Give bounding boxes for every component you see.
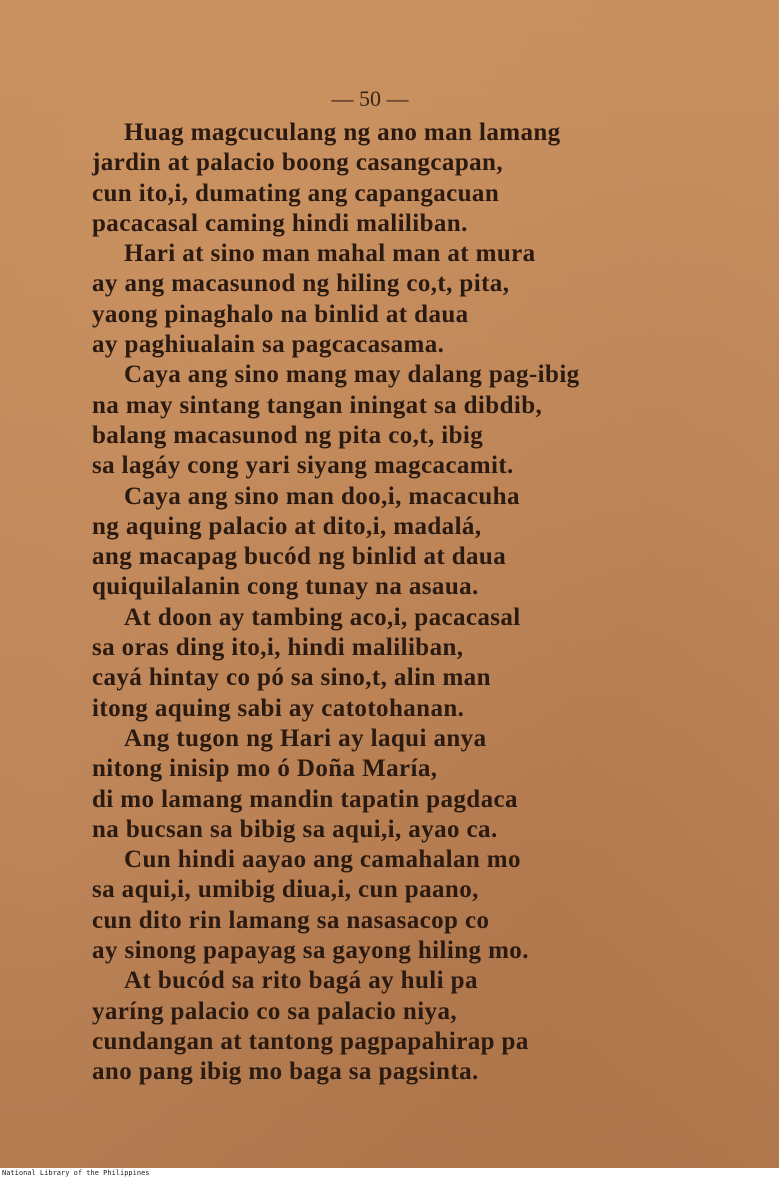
poem-line: yaong pinaghalo na binlid at daua <box>92 300 469 328</box>
poem-line: ay sinong papayag sa gayong hiling mo. <box>92 937 529 965</box>
poem-line: ang macapag bucód ng binlid at daua <box>92 543 507 571</box>
library-credit: National Library of the Philippines <box>2 1169 150 1177</box>
poem-line: nitong inisip mo ó Doña María, <box>92 755 438 783</box>
poem-line: Caya ang sino man doo,i, macacuha <box>124 482 520 510</box>
poem-line: cun dito rin lamang sa nasasacop co <box>92 906 490 934</box>
poem-line: quiquilalanin cong tunay na asaua. <box>92 573 479 601</box>
poem-line: cayá hintay co pó sa sino,t, alin man <box>92 664 491 692</box>
poem-line: Huag magcuculang ng ano man lamang <box>124 119 561 146</box>
poem-line: sa oras ding ito,i, hindi maliliban, <box>92 634 464 662</box>
poem-line: Ang tugon ng Hari ay laqui anya <box>124 724 487 752</box>
poem-line: yaríng palacio co sa palacio niya, <box>92 997 458 1025</box>
poem-line: itong aquing sabi ay catotohanan. <box>92 694 465 722</box>
poem-line: sa aqui,i, umibig diua,i, cun paano, <box>92 876 479 904</box>
poem-line: cun ito,i, dumating ang capangacuan <box>92 179 500 207</box>
poem-line: Hari at sino man mahal man at mura <box>124 240 536 268</box>
poem-line: pacacasal caming hindi maliliban. <box>92 209 468 237</box>
poem-line: na bucsan sa bibig sa aqui,i, ayao ca. <box>92 815 498 843</box>
poem-line: ay paghiualain sa pagcacasama. <box>92 331 445 359</box>
poem-text <box>92 118 752 1088</box>
poem-line: na may sintang tangan iningat sa dibdib, <box>92 391 543 419</box>
poem-line: cundangan at tantong pagpapahirap pa <box>92 1027 529 1055</box>
poem-line: jardin at palacio boong casangcapan, <box>92 149 503 177</box>
poem-line: sa lagáy cong yari siyang magcacamit. <box>92 452 514 480</box>
poem-line: di mo lamang mandin tapatin pagdaca <box>92 785 518 813</box>
poem-line: Caya ang sino mang may dalang pag-ibig <box>124 361 580 389</box>
page-number: — 50 — <box>331 86 409 111</box>
poem-line: ay ang macasunod ng hiling co,t, pita, <box>92 270 510 298</box>
poem-line: Cun hindi aayao ang camahalan mo <box>124 846 521 874</box>
poem-line: balang macasunod ng pita co,t, ibig <box>92 421 484 449</box>
poem-line: ng aquing palacio at dito,i, madalá, <box>92 512 482 540</box>
poem-line: ano pang ibig mo baga sa pagsinta. <box>92 1058 479 1086</box>
poem-line: At bucód sa rito bagá ay huli pa <box>124 967 478 995</box>
poem-line: At doon ay tambing aco,i, pacacasal <box>124 603 521 631</box>
